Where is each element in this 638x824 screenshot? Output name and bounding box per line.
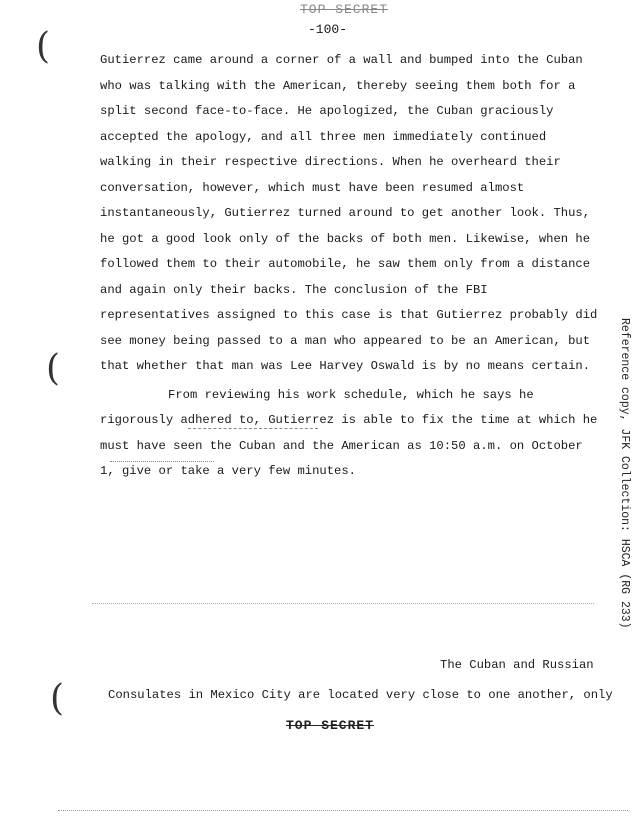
binder-hole-mark: ( <box>46 348 61 389</box>
binder-hole-mark: ( <box>50 678 65 719</box>
body-text <box>100 48 600 485</box>
paragraph: From reviewing his work schedule, which he says he rigorously adhered to, Gutierrez is able to fix the time at which he must have seen the Cuban and the American as 10:50 a.m. on October 1, give or take a very few minutes. <box>100 387 598 478</box>
section-divider <box>92 603 594 604</box>
binder-hole-mark: ( <box>36 26 51 67</box>
header-classification-stamp: TOP SECRET <box>300 2 389 17</box>
scan-artifact-line <box>188 428 318 429</box>
scan-artifact-line <box>110 461 214 462</box>
footer-classification-stamp: TOP SECRET <box>286 718 375 733</box>
scan-artifact-line <box>58 810 628 811</box>
section-heading: The Cuban and Russian <box>440 658 594 672</box>
margin-reference-note <box>611 318 637 629</box>
section-text: Consulates in Mexico City are located very close to one another, only <box>108 688 613 702</box>
page-number: -100- <box>308 22 348 37</box>
margin-reference-text: Reference copy, JFK Collection: HSCA (RG 233) <box>618 318 631 629</box>
paragraph: Gutierrez came around a corner of a wall and bumped into the Cuban who was talking with the American, thereby seeing them both for a split second face-to-face. He apologized, the Cuban graciously accepted the apology, and all three men immediately continued walking in their respective directions. When he overheard their conversation, however, which must have been resumed almost instantaneously, Gutierrez turned around to get another look. Thus, he got a good look only of the backs of both men. Likewise, when he followed them to their automobile, he saw them only from a distance and again only their backs. The conclusion of the FBI representatives assigned to this case is that Gutierrez probably did see money being passed to a man who appeared to be an American, but that whether that man was Lee Harvey Oswald is by no means certain. <box>100 53 598 373</box>
